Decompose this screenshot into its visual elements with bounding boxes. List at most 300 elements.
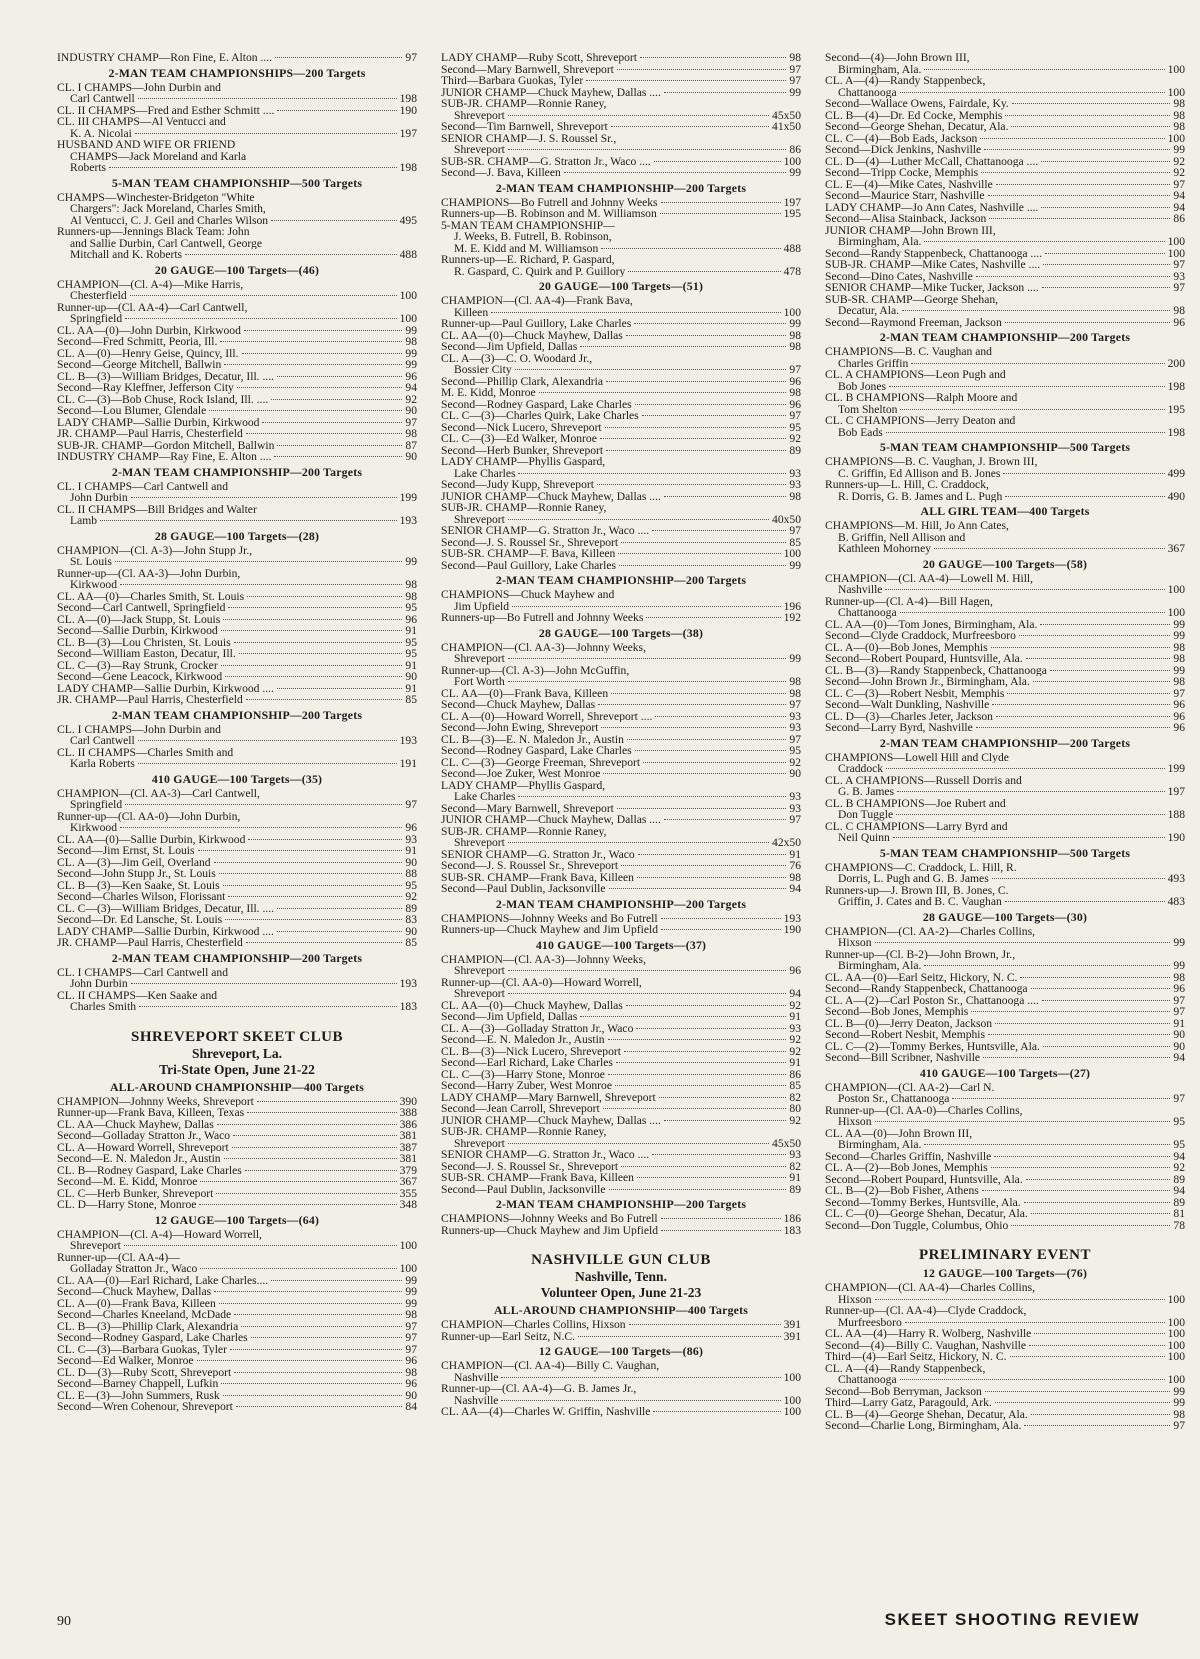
result-line bbox=[825, 225, 1185, 237]
dot-leader bbox=[1020, 977, 1170, 978]
result-line bbox=[57, 128, 417, 140]
result-line bbox=[57, 625, 417, 637]
result-entry: SUB-JR. CHAMP—Gordon Mitchell, Ballwin bbox=[57, 439, 275, 451]
dot-leader bbox=[515, 369, 787, 370]
result-entry: Second—Jim Ernst, St. Louis bbox=[57, 845, 195, 857]
result-line bbox=[825, 1328, 1185, 1340]
result-entry: LADY CHAMP—Phyllis Gaspard, bbox=[441, 456, 606, 468]
result-line bbox=[57, 290, 417, 302]
result-line bbox=[441, 1080, 801, 1092]
result-line bbox=[57, 591, 417, 603]
result-entry: CHAMPIONS—Johnny Weeks and Bo Futrell bbox=[441, 912, 658, 924]
score: 199 bbox=[399, 492, 417, 504]
score: 85 bbox=[789, 536, 801, 548]
dot-leader bbox=[246, 433, 403, 434]
result-entry: CHAMPION—(Cl. AA-2)—Carl N. bbox=[825, 1081, 995, 1093]
score: 99 bbox=[1173, 937, 1185, 949]
result-entry: LADY CHAMP—Sallie Durbin, Kirkwood .... bbox=[57, 925, 274, 937]
result-line bbox=[57, 1240, 417, 1252]
score: 191 bbox=[399, 758, 417, 770]
result-entry: LADY CHAMP—Sallie Durbin, Kirkwood .... bbox=[57, 682, 274, 694]
dot-leader bbox=[616, 1062, 786, 1063]
dot-leader bbox=[1011, 1225, 1170, 1226]
club-subtitle: Shreveport, La. bbox=[191, 1045, 283, 1061]
result-line bbox=[57, 788, 417, 800]
section-heading: ALL-AROUND CHAMPIONSHIP—400 Targets bbox=[109, 1079, 365, 1094]
dot-leader bbox=[640, 57, 786, 58]
result-line bbox=[825, 1185, 1185, 1197]
result-entry: CL. A—(3)—Jim Geil, Overland bbox=[57, 856, 211, 868]
result-line bbox=[825, 491, 1185, 503]
result-entry: Second—Barney Chappell, Lufkin bbox=[57, 1378, 219, 1390]
score: 98 bbox=[405, 1366, 417, 1378]
result-line bbox=[441, 1115, 801, 1127]
score: 198 bbox=[1167, 426, 1185, 438]
score: 100 bbox=[399, 290, 417, 302]
result-entry: Third—Larry Gatz, Paragould, Ark. bbox=[825, 1397, 992, 1409]
result-entry: Shreveport bbox=[70, 1240, 121, 1252]
result-line bbox=[441, 208, 801, 220]
result-line bbox=[57, 637, 417, 649]
result-entry: Second—(4)—Billy C. Vaughan, Nashville bbox=[825, 1339, 1027, 1351]
result-line bbox=[57, 799, 417, 811]
dot-leader bbox=[1041, 207, 1170, 208]
result-entry: Runner-up—(Cl. A-3)—John McGuffin, bbox=[441, 664, 630, 676]
result-line bbox=[57, 336, 417, 348]
result-entry: Second—Phillip Clark, Alexandria bbox=[441, 375, 603, 387]
result-line bbox=[57, 579, 417, 591]
score: 96 bbox=[405, 822, 417, 834]
score: 93 bbox=[789, 710, 801, 722]
result-entry: Second—Wallace Owens, Fairdale, Ky. bbox=[825, 98, 1009, 110]
dot-leader bbox=[135, 133, 397, 134]
dot-leader bbox=[138, 763, 397, 764]
section-heading: 410 GAUGE—100 Targets—(35) bbox=[151, 771, 323, 786]
score: 190 bbox=[783, 924, 801, 936]
result-entry: Second—Clyde Craddock, Murfreesboro bbox=[825, 630, 1016, 642]
result-entry: CL. I CHAMPS—Carl Cantwell and bbox=[57, 966, 229, 978]
result-entry: Runners-up—Jennings Black Team: John bbox=[57, 226, 250, 238]
score: 97 bbox=[789, 364, 801, 376]
score: 94 bbox=[1173, 1185, 1185, 1197]
result-entry: Runners-up—B. Robinson and M. Williamson bbox=[441, 208, 657, 220]
dot-leader bbox=[508, 149, 787, 150]
score: 90 bbox=[405, 925, 417, 937]
dot-leader bbox=[232, 1147, 397, 1148]
result-entry: Second—Jim Upfield, Dallas bbox=[441, 1011, 578, 1023]
score: 193 bbox=[399, 515, 417, 527]
result-entry: Lake Charles bbox=[454, 467, 516, 479]
result-line bbox=[441, 468, 801, 480]
result-entry: Shreveport bbox=[454, 109, 505, 121]
score: 99 bbox=[405, 359, 417, 371]
score: 190 bbox=[399, 104, 417, 116]
result-line bbox=[825, 1197, 1185, 1209]
score: 45x50 bbox=[772, 109, 801, 121]
score: 78 bbox=[1173, 1219, 1185, 1231]
score: 91 bbox=[1173, 1017, 1185, 1029]
score: 99 bbox=[405, 347, 417, 359]
score: 80 bbox=[789, 1103, 801, 1115]
score: 98 bbox=[789, 676, 801, 688]
result-line bbox=[441, 167, 801, 179]
score: 96 bbox=[789, 965, 801, 977]
result-entry: CL. C—(3)—Bob Chuse, Rock Island, Ill. .... bbox=[57, 393, 269, 405]
dot-leader bbox=[1019, 635, 1170, 636]
result-entry: Second—Bob Berryman, Jackson bbox=[825, 1385, 982, 1397]
result-line bbox=[441, 525, 801, 537]
result-line bbox=[57, 417, 417, 429]
result-entry: Craddock bbox=[838, 763, 884, 775]
score: 198 bbox=[399, 93, 417, 105]
result-entry: Birmingham, Ala. bbox=[838, 1139, 922, 1151]
dot-leader bbox=[237, 387, 403, 388]
result-line bbox=[825, 1139, 1185, 1151]
result-line bbox=[57, 116, 417, 128]
result-entry: 5-MAN TEAM CHAMPIONSHIP— bbox=[441, 219, 615, 231]
result-line bbox=[57, 348, 417, 360]
result-entry: JUNIOR CHAMP—John Brown III, bbox=[825, 224, 996, 236]
result-line bbox=[825, 862, 1185, 874]
result-line bbox=[57, 978, 417, 990]
dot-leader bbox=[221, 665, 403, 666]
dot-leader bbox=[897, 791, 1165, 792]
score: 99 bbox=[1173, 630, 1185, 642]
result-line bbox=[441, 954, 801, 966]
score: 93 bbox=[789, 1149, 801, 1161]
score: 97 bbox=[789, 814, 801, 826]
dot-leader bbox=[221, 630, 403, 631]
result-line bbox=[825, 282, 1185, 294]
result-line bbox=[57, 602, 417, 614]
dot-leader bbox=[885, 589, 1164, 590]
result-entry: CL. II CHAMPS—Bill Bridges and Walter bbox=[57, 503, 257, 515]
score: 97 bbox=[789, 699, 801, 711]
dot-leader bbox=[642, 415, 787, 416]
dot-leader bbox=[629, 1324, 781, 1325]
result-line bbox=[57, 1096, 417, 1108]
result-entry: Second—Earl Richard, Lake Charles bbox=[441, 1057, 613, 1069]
result-entry: Second—Charles Wilson, Florissant bbox=[57, 891, 226, 903]
score: 98 bbox=[405, 579, 417, 591]
result-entry: Hixson bbox=[838, 1116, 872, 1128]
result-entry: CL. AA—(0)—John Durbin, Kirkwood bbox=[57, 324, 241, 336]
score: 195 bbox=[783, 208, 801, 220]
result-entry: CHAMPION—(Cl. AA-4)—Billy C. Vaughan, bbox=[441, 1360, 660, 1372]
result-line bbox=[825, 271, 1185, 283]
result-line bbox=[825, 653, 1185, 665]
score: 188 bbox=[1167, 809, 1185, 821]
dot-leader bbox=[216, 1193, 396, 1194]
result-entry: HUSBAND AND WIFE OR FRIEND bbox=[57, 139, 236, 151]
result-line bbox=[441, 722, 801, 734]
result-entry: Second—Dino Cates, Nashville bbox=[825, 270, 973, 282]
result-entry: Second—Robert Poupard, Huntsville, Ala. bbox=[825, 1173, 1023, 1185]
score: 91 bbox=[405, 845, 417, 857]
score: 91 bbox=[405, 659, 417, 671]
dot-leader bbox=[242, 353, 403, 354]
dot-leader bbox=[994, 1156, 1170, 1157]
result-entry: CHAMPION—(Cl. AA-4)—Charles Collins, bbox=[825, 1282, 1035, 1294]
section-heading: 20 GAUGE—100 Targets—(58) bbox=[922, 556, 1088, 571]
result-line bbox=[441, 121, 801, 133]
result-entry: CL. B CHAMPIONS—Ralph Moore and bbox=[825, 392, 1018, 404]
dot-leader bbox=[991, 1167, 1171, 1168]
dot-leader bbox=[247, 596, 402, 597]
result-entry: CHAMPIONS—M. Hill, Jo Ann Cates, bbox=[825, 520, 1009, 532]
result-entry: Second—Larry Byrd, Nashville bbox=[825, 722, 973, 734]
result-line bbox=[57, 660, 417, 672]
score: 98 bbox=[789, 871, 801, 883]
result-entry: CHAMPS—Jack Moreland and Karla bbox=[70, 150, 247, 162]
dot-leader bbox=[608, 1074, 787, 1075]
result-line bbox=[441, 52, 801, 64]
result-entry: SUB-SR. CHAMP—G. Stratton Jr., Waco .... bbox=[441, 155, 651, 167]
score: 100 bbox=[783, 1406, 801, 1418]
dot-leader bbox=[1042, 287, 1171, 288]
result-entry: CHAMPIONS—Johnny Weeks and Bo Futrell bbox=[441, 1213, 658, 1225]
dot-leader bbox=[539, 392, 787, 393]
dot-leader bbox=[603, 1108, 787, 1109]
result-line bbox=[57, 868, 417, 880]
dot-leader bbox=[115, 561, 403, 562]
result-entry: Third—Barbara Guokas, Tyler bbox=[441, 75, 584, 87]
result-line bbox=[441, 653, 801, 665]
result-line bbox=[441, 445, 801, 457]
result-line bbox=[57, 451, 417, 463]
score: 93 bbox=[789, 791, 801, 803]
result-entry: Hixson bbox=[838, 937, 872, 949]
result-line bbox=[57, 1309, 417, 1321]
result-line bbox=[825, 1093, 1185, 1105]
result-entry: Chattanooga bbox=[838, 86, 897, 98]
dot-leader bbox=[624, 1051, 786, 1052]
dot-leader bbox=[893, 837, 1165, 838]
result-entry: LADY CHAMP—Ruby Scott, Shreveport bbox=[441, 52, 638, 64]
result-line bbox=[57, 504, 417, 516]
score: 100 bbox=[1167, 1374, 1185, 1386]
score: 88 bbox=[405, 868, 417, 880]
result-entry: Second—Tripp Cocke, Memphis bbox=[825, 167, 979, 179]
score: 90 bbox=[1173, 1040, 1185, 1052]
result-entry: Second—Robert Poupard, Huntsville, Ala. bbox=[825, 653, 1023, 665]
score: 86 bbox=[789, 144, 801, 156]
result-entry: Second—Harry Zuber, West Monroe bbox=[441, 1080, 612, 1092]
result-entry: Second—John Stupp Jr., St. Louis bbox=[57, 868, 216, 880]
section-heading: 2-MAN TEAM CHAMPIONSHIPS—200 Targets bbox=[108, 65, 366, 80]
dot-leader bbox=[1043, 1046, 1170, 1047]
result-entry: SENIOR CHAMP—Mike Tucker, Jackson .... bbox=[825, 282, 1039, 294]
result-entry: CL. B—Rodney Gaspard, Lake Charles bbox=[57, 1164, 242, 1176]
dot-leader bbox=[1024, 1202, 1171, 1203]
result-line bbox=[441, 1000, 801, 1012]
result-entry: Runners-up—Bo Futrell and Johnny Weeks bbox=[441, 612, 644, 624]
dot-leader bbox=[223, 619, 402, 620]
result-entry: Fort Worth bbox=[454, 676, 505, 688]
dot-leader bbox=[271, 399, 402, 400]
result-line bbox=[825, 156, 1185, 168]
result-line bbox=[825, 1105, 1185, 1117]
result-entry: CL. E—(4)—Mike Cates, Nashville bbox=[825, 178, 993, 190]
section-heading: 28 GAUGE—100 Targets—(30) bbox=[922, 909, 1088, 924]
result-entry: Second—Joe Zuker, West Monroe bbox=[441, 768, 601, 780]
score: 92 bbox=[789, 756, 801, 768]
result-entry: Runner-up—(Cl. B-2)—John Brown, Jr., bbox=[825, 948, 1016, 960]
result-line bbox=[441, 734, 801, 746]
dot-leader bbox=[995, 1023, 1170, 1024]
result-line bbox=[825, 532, 1185, 544]
dot-leader bbox=[996, 184, 1171, 185]
dot-leader bbox=[661, 918, 781, 919]
score: 90 bbox=[405, 671, 417, 683]
result-entry: Second—Lou Blumer, Glendale bbox=[57, 405, 207, 417]
dot-leader bbox=[138, 98, 397, 99]
score: 93 bbox=[789, 802, 801, 814]
result-line bbox=[57, 515, 417, 527]
result-line bbox=[441, 1103, 801, 1115]
result-entry: Lake Charles bbox=[454, 791, 516, 803]
result-entry: Chattanooga bbox=[838, 1374, 897, 1386]
dot-leader bbox=[217, 1124, 397, 1125]
dot-leader bbox=[138, 740, 397, 741]
result-line bbox=[441, 364, 801, 376]
result-entry: JR. CHAMP—Paul Harris, Chesterfield bbox=[57, 428, 243, 440]
result-line bbox=[57, 359, 417, 371]
result-line bbox=[57, 648, 417, 660]
result-entry: Second—Jim Upfield, Dallas bbox=[441, 341, 578, 353]
dot-leader bbox=[654, 161, 781, 162]
score: 99 bbox=[789, 653, 801, 665]
section-heading: 2-MAN TEAM CHAMPIONSHIP—200 Targets bbox=[495, 896, 747, 911]
result-entry: CL. B—(0)—Jerry Deaton, Jackson bbox=[825, 1017, 993, 1029]
result-line bbox=[441, 266, 801, 278]
result-line bbox=[441, 988, 801, 1000]
section-heading: 20 GAUGE—100 Targets—(51) bbox=[538, 279, 704, 293]
score: 198 bbox=[399, 162, 417, 174]
result-entry: CL. A CHAMPIONS—Russell Dorris and bbox=[825, 774, 1022, 786]
dot-leader bbox=[886, 768, 1165, 769]
result-line bbox=[441, 433, 801, 445]
score: 94 bbox=[1173, 190, 1185, 202]
score: 93 bbox=[789, 1022, 801, 1034]
dot-leader bbox=[501, 1377, 780, 1378]
dot-leader bbox=[608, 1039, 787, 1040]
score: 96 bbox=[789, 398, 801, 410]
result-line bbox=[825, 937, 1185, 949]
result-entry: Second—Maurice Starr, Nashville bbox=[825, 190, 985, 202]
score: 96 bbox=[1173, 316, 1185, 328]
result-entry: Shreveport bbox=[454, 837, 505, 849]
club-subtitle: Tri-State Open, June 21-22 bbox=[159, 1061, 315, 1077]
result-line bbox=[825, 1374, 1185, 1386]
result-line bbox=[825, 404, 1185, 416]
dot-leader bbox=[655, 716, 786, 717]
dot-leader bbox=[124, 1245, 397, 1246]
score: 93 bbox=[789, 479, 801, 491]
result-line bbox=[57, 382, 417, 394]
result-line bbox=[825, 179, 1185, 191]
score: 98 bbox=[1173, 305, 1185, 317]
dot-leader bbox=[209, 410, 402, 411]
result-line bbox=[825, 885, 1185, 897]
dot-leader bbox=[120, 827, 402, 828]
result-entry: Second—Nick Lucero, Shreveport bbox=[441, 421, 602, 433]
result-entry: SUB-JR. CHAMP—Ronnie Raney, bbox=[441, 98, 607, 110]
result-entry: CL. A—(0)—Henry Geise, Quincy, Ill. bbox=[57, 347, 239, 359]
dot-leader bbox=[139, 1006, 397, 1007]
result-line bbox=[57, 811, 417, 823]
score: 91 bbox=[405, 625, 417, 637]
result-entry: JR. CHAMP—Paul Harris, Chesterfield bbox=[57, 937, 243, 949]
score: 98 bbox=[1173, 653, 1185, 665]
result-line bbox=[57, 1344, 417, 1356]
score: 86 bbox=[789, 1068, 801, 1080]
dot-leader bbox=[248, 839, 402, 840]
result-entry: JR. CHAMP—Paul Harris, Chesterfield bbox=[57, 694, 243, 706]
dot-leader bbox=[991, 647, 1171, 648]
result-entry: Second—J. S. Roussel Sr., Shreveport bbox=[441, 536, 619, 548]
result-entry: CL. C—(3)—William Bridges, Decatur, Ill. .... bbox=[57, 902, 275, 914]
score: 97 bbox=[405, 1332, 417, 1344]
score: 97 bbox=[789, 733, 801, 745]
result-line bbox=[441, 791, 801, 803]
result-entry: CL. B—(4)—George Shehan, Decatur, Ala. bbox=[825, 1408, 1028, 1420]
dot-leader bbox=[277, 376, 402, 377]
dot-leader bbox=[875, 1299, 1165, 1300]
result-entry: SUB-SR. CHAMP—Frank Bava, Killeen bbox=[441, 1172, 634, 1184]
result-entry: Second—Robert Nesbit, Memphis bbox=[825, 1029, 986, 1041]
score: 94 bbox=[1173, 201, 1185, 213]
score: 379 bbox=[399, 1164, 417, 1176]
result-entry: JUNIOR CHAMP—Chuck Mayhew, Dallas .... bbox=[441, 1114, 661, 1126]
score: 76 bbox=[789, 860, 801, 872]
score: 82 bbox=[789, 1160, 801, 1172]
result-line bbox=[825, 821, 1185, 833]
dot-leader bbox=[661, 1230, 781, 1231]
result-line bbox=[825, 584, 1185, 596]
dot-leader bbox=[518, 796, 786, 797]
result-line bbox=[441, 422, 801, 434]
result-entry: CHAMPION—(Cl. AA-3)—Johnny Weeks, bbox=[441, 641, 646, 653]
dot-leader bbox=[996, 716, 1170, 717]
result-line bbox=[441, 1319, 801, 1331]
dot-leader bbox=[1041, 161, 1170, 162]
score: 367 bbox=[1167, 543, 1185, 555]
result-entry: CL. A—(2)—Bob Jones, Memphis bbox=[825, 1162, 988, 1174]
result-line bbox=[825, 983, 1185, 995]
score: 94 bbox=[1173, 1052, 1185, 1064]
result-entry: CHAMPION—(Cl. AA-3)—Carl Cantwell, bbox=[57, 787, 260, 799]
result-entry: R. Dorris, G. B. James and L. Pugh bbox=[838, 490, 1003, 502]
result-entry: Second—Don Tuggle, Columbus, Ohio bbox=[825, 1219, 1009, 1231]
score: 97 bbox=[405, 1320, 417, 1332]
score: 488 bbox=[783, 242, 801, 254]
club-subtitle: Volunteer Open, June 21-23 bbox=[540, 1285, 702, 1300]
dot-leader bbox=[277, 931, 402, 932]
result-entry: SUB-SR. CHAMP—Frank Bava, Killeen bbox=[441, 871, 634, 883]
result-line bbox=[441, 491, 801, 503]
result-line bbox=[825, 1041, 1185, 1053]
section-heading: 12 GAUGE—100 Targets—(86) bbox=[538, 1344, 704, 1358]
result-entry: SENIOR CHAMP—J. S. Roussel Sr., bbox=[441, 132, 617, 144]
dot-leader bbox=[262, 422, 402, 423]
result-line bbox=[825, 75, 1185, 87]
result-entry: Second—Randy Stappenbeck, Chattanooga .... bbox=[825, 247, 1043, 259]
score: 91 bbox=[789, 1172, 801, 1184]
result-entry: Poston Sr., Chattanooga bbox=[838, 1093, 950, 1105]
result-line bbox=[57, 724, 417, 736]
dot-leader bbox=[228, 896, 402, 897]
